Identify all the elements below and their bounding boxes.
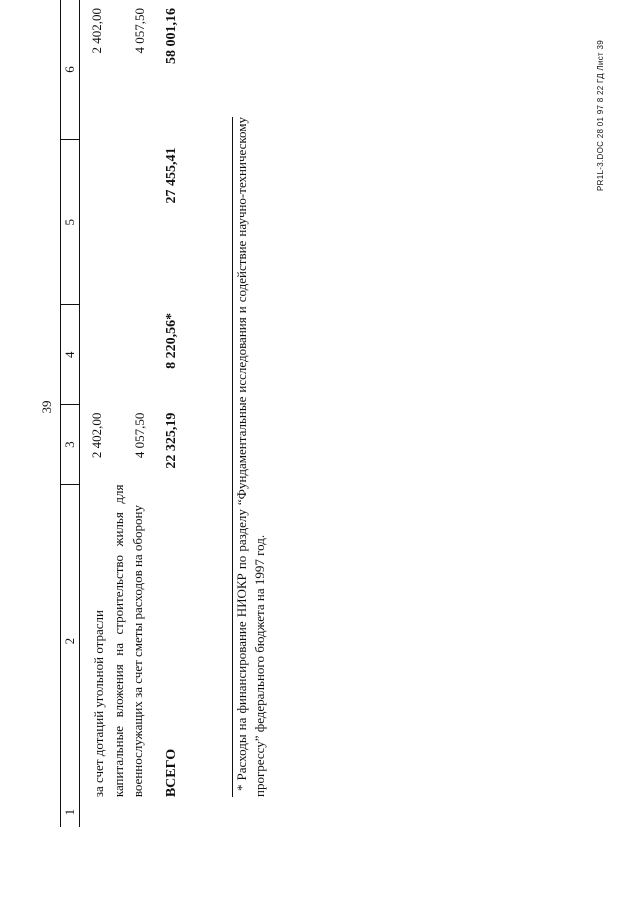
- total-row: [148, 0, 180, 827]
- row-label: за счет дотаций угольной отрасли: [91, 610, 106, 798]
- cell-col6: 2 402,00: [89, 8, 104, 54]
- cell-col3: 4 057,50: [131, 412, 147, 459]
- cell-col3: 2 402,00: [89, 412, 104, 459]
- column-number: 5: [61, 140, 80, 305]
- cell-col4: [80, 305, 109, 405]
- document-stamp: PR1L-3.DOC 28 01 97 8 22 ГД Лист 39: [596, 40, 605, 191]
- table-row: [109, 0, 148, 827]
- cell-col4: [109, 305, 148, 405]
- cell-col6: 4 057,50: [131, 8, 147, 54]
- column-number: 2: [61, 485, 80, 798]
- cell-col5: [80, 140, 109, 305]
- table-row: [80, 0, 109, 827]
- column-number-row: [61, 0, 80, 827]
- total-col6: 58 001,16: [163, 8, 179, 64]
- column-number: 3: [61, 405, 80, 485]
- page-number: 39: [39, 400, 54, 414]
- cell-col5: [109, 140, 148, 305]
- column-number: 6: [61, 0, 80, 140]
- budget-table: [60, 0, 180, 827]
- total-col3: 22 325,19: [163, 412, 179, 469]
- total-col4: 8 220,56*: [163, 312, 179, 369]
- total-col5: 27 455,41: [163, 147, 179, 204]
- column-number: 4: [61, 305, 80, 405]
- row-label: капитальные вложения на строительство жилья для военнослужащих за счет сметы расходов на оборону: [110, 484, 145, 798]
- column-number: 1: [61, 797, 80, 827]
- footnote: [232, 117, 269, 797]
- footnote-text: * Расходы на финансирование НИОКР по разделу “Фундаментальные исследования и содействие научно-техническому прогрессу” федерального бюджета на 1997 год.: [234, 117, 267, 797]
- total-label: ВСЕГО: [163, 748, 179, 798]
